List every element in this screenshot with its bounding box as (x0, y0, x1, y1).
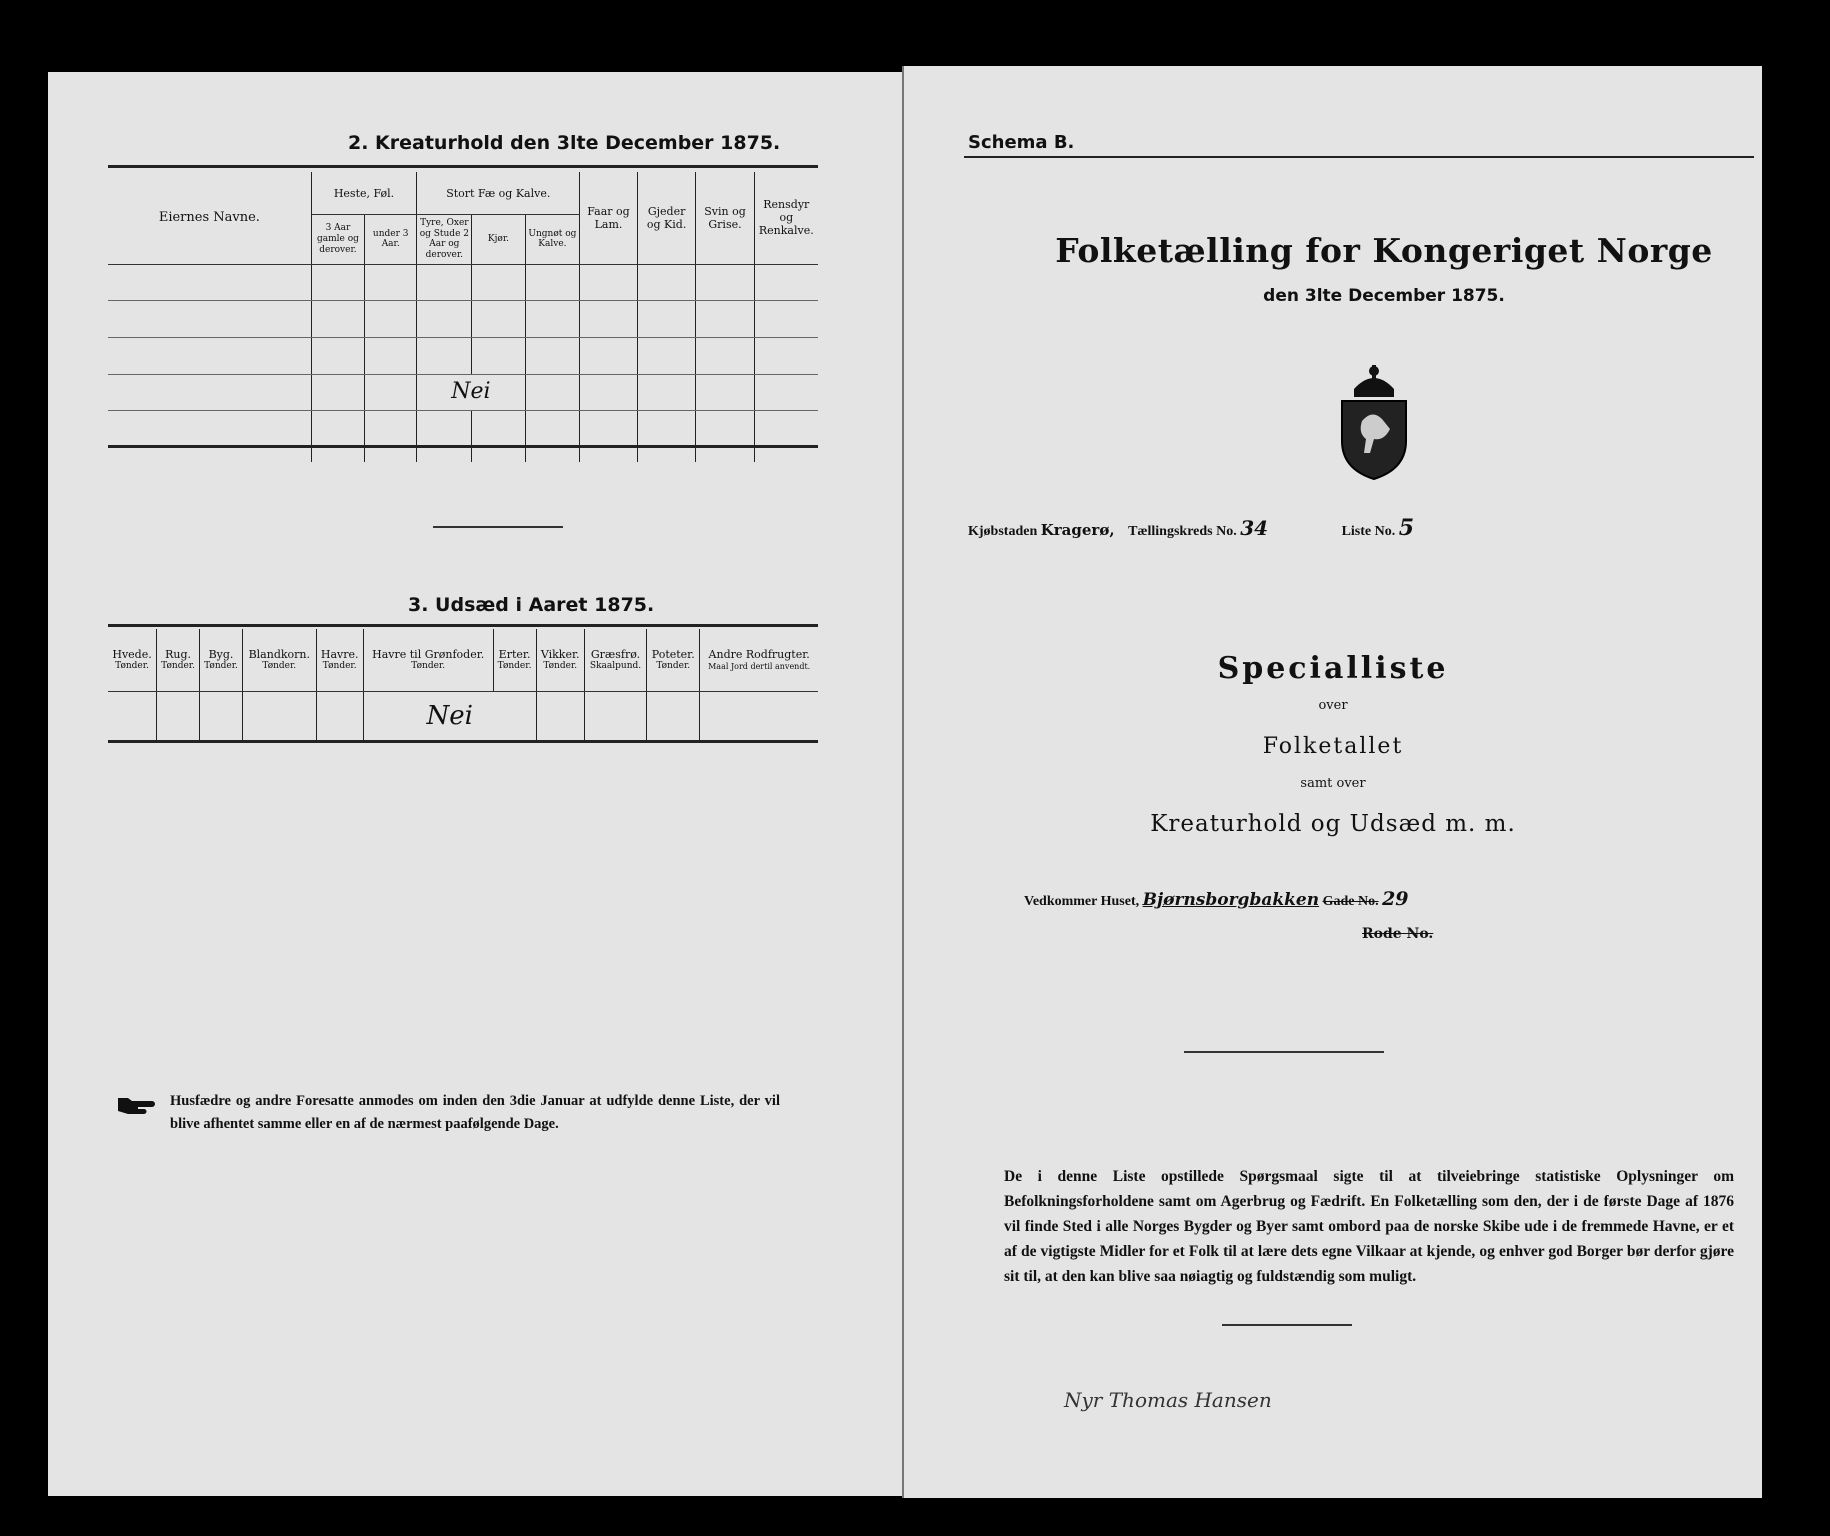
seed-header-5: Havre til Grønfoder. Tønder. (363, 629, 493, 691)
seed-header-6: Erter. Tønder. (493, 629, 536, 691)
notice-text: Husfædre og andre Foresatte anmodes om inden den 3die Januar at udfylde denne Liste, der vil blive afhentet samme eller en af de nærmest paafølgende Dage. (170, 1093, 780, 1132)
census-title: Folketælling for Kongeriget Norge (1055, 231, 1713, 270)
sheep-header: Faar og Lam. (580, 172, 637, 264)
cattle-sub2: Kjør. (472, 215, 525, 264)
horses-sub1: 3 Aar gamle og derover. (311, 215, 364, 264)
horses-sub2: under 3 Aar. (365, 215, 417, 264)
over-text: over (1318, 698, 1348, 713)
house-value: Bjørnsborgbakken (1142, 890, 1320, 910)
seed-header-3: Blandkorn. Tønder. (243, 629, 317, 691)
right-page (902, 66, 1762, 1498)
section3-title: 3. Udsæd i Aaret 1875. (408, 594, 655, 616)
town-value: Kragerø, (1040, 521, 1115, 539)
pointing-hand-icon (116, 1094, 158, 1116)
cattle-sub1: Tyre, Oxer og Stude 2 Aar og derover. (417, 215, 472, 264)
district-label: Tællingskreds No. (1128, 524, 1237, 539)
intro-paragraph: De i denne Liste opstillede Spørgsmaal sigte til at tilveiebringe statistiske Oplysninger om Befolkningsforholdene samt om Agerbrug og Fædrift. En Folketælling som den, der i de første Dage af 1876 vil finde Sted i alle Norges Bygder og Byer samt ombord paa de norske Skibe ude i de fremmede Havne, er et af de vigtigste Midler for et Folk til at lære dets egne Vilkaar at kjende, og enhver god Borger bør derfor gjøre sit til, at den kan blive saa nøiagtig og fuldstændig som muligt. (1004, 1168, 1734, 1285)
seed-header-10: Andre Rodfrugter. Maal Jord dertil anvendt. (700, 629, 818, 691)
seed-header-0: Hvede. Tønder. (108, 629, 157, 691)
signature: Nyr Thomas Hansen (1064, 1388, 1272, 1412)
samt-over-text: samt over (1300, 776, 1366, 791)
schema-label: Schema B. (968, 132, 1075, 153)
rule (108, 740, 818, 743)
left-page (48, 72, 908, 1496)
list-label: Liste No. (1341, 524, 1396, 539)
seed-header-9: Poteter. Tønder. (647, 629, 700, 691)
town-label: Kjøbstaden (968, 524, 1038, 539)
cattle-header: Stort Fæ og Kalve. (417, 172, 580, 215)
location-line (968, 515, 1414, 541)
folketallet-text: Folketallet (1262, 734, 1404, 759)
separator (433, 526, 563, 528)
horses-header: Heste, Føl. (311, 172, 417, 215)
seed-header-2: Byg. Tønder. (200, 629, 243, 691)
seed-header-1: Rug. Tønder. (157, 629, 200, 691)
seed-header-8: Græsfrø. Skaalpund. (584, 629, 646, 691)
seed-entry: Nei (363, 691, 536, 741)
seed-table (108, 629, 818, 741)
cattle-sub3: Ungnøt og Kalve. (525, 215, 580, 264)
owner-header: Eiernes Navne. (108, 172, 311, 264)
livestock-entry: Nei (417, 374, 525, 411)
rule (108, 624, 818, 627)
section2-title: 2. Kreaturhold den 3lte December 1875. (348, 132, 781, 154)
livestock-table (108, 172, 818, 462)
house-number: 29 (1382, 888, 1409, 910)
separator (1222, 1324, 1352, 1326)
coat-of-arms-icon (1332, 361, 1416, 481)
rule (964, 156, 1754, 158)
seed-header-7: Vikker. Tønder. (536, 629, 584, 691)
pigs-header: Svin og Grise. (696, 172, 754, 264)
house-label: Vedkommer Huset, (1024, 894, 1140, 909)
district-value: 34 (1240, 516, 1269, 540)
list-value: 5 (1398, 515, 1415, 541)
livestock-line: Kreaturhold og Udsæd m. m. (1150, 811, 1516, 837)
reindeer-header: Rensdyr og Renkalve. (754, 172, 818, 264)
census-subtitle: den 3lte December 1875. (1263, 286, 1505, 306)
goats-header: Gjeder og Kid. (637, 172, 696, 264)
speciallist-heading: Specialliste (1217, 651, 1449, 686)
house-line (1024, 888, 1409, 910)
gade-label: Gade No. (1322, 894, 1379, 909)
seed-header-4: Havre. Tønder. (316, 629, 363, 691)
rule (108, 165, 818, 168)
separator (1184, 1051, 1384, 1053)
rule (108, 445, 818, 448)
rode-label: Rode No. (1362, 926, 1434, 942)
